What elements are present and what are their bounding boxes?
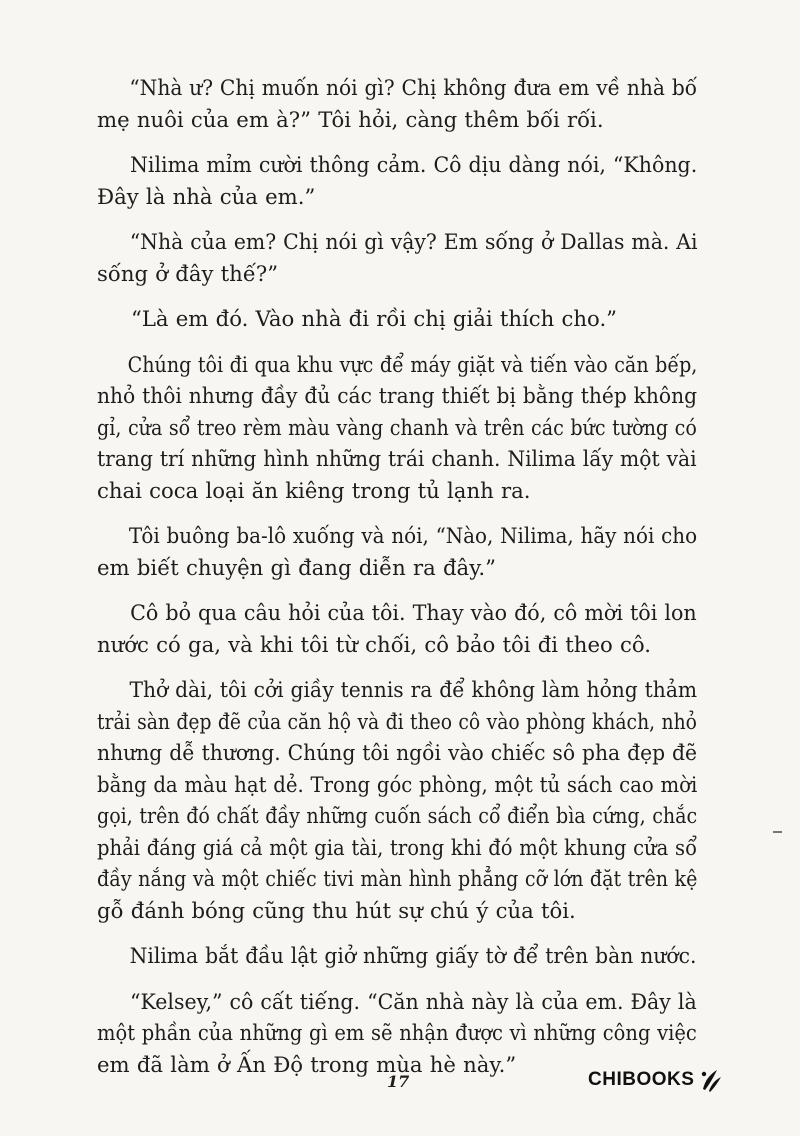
paragraph [97, 149, 697, 212]
publisher-logo [588, 1066, 723, 1094]
paragraph [97, 349, 697, 507]
text-line: Đây là nhà của em.” [97, 183, 316, 209]
text-line: Tôi buông ba-lô xuống và nói, “Nào, Nilima, hãy nói cho [128, 523, 698, 548]
body-text [97, 72, 697, 1094]
text-line: Nilima mỉm cười thông cảm. Cô dịu dàng nói, “Không. [129, 152, 698, 177]
text-line: em biết chuyện gì đang diễn ra đây.” [97, 554, 496, 580]
leaf-icon [697, 1067, 723, 1093]
text-line: Thở dài, tôi cởi giầy tennis ra để không làm hỏng thảm [129, 677, 698, 702]
text-line: nước có ga, và khi tôi từ chối, cô bảo tôi đi theo cô. [97, 631, 651, 657]
text-line: Cô bỏ qua câu hỏi của tôi. Thay vào đó, cô mời tôi lon [130, 600, 697, 625]
text-line: sống ở đây thế?” [97, 260, 279, 286]
margin-mark [773, 831, 782, 833]
paragraph [97, 72, 697, 135]
text-line: Nilima bắt đầu lật giở những giấy tờ để trên bàn nước. [129, 943, 697, 968]
paragraph [97, 674, 697, 926]
text-line: gọi, trên đó chất đầy những cuốn sách cổ điển bìa cứng, chắc [97, 803, 698, 828]
text-line: “Nhà ư? Chị muốn nói gì? Chị không đưa em về nhà bố [129, 75, 698, 100]
text-line: gỉ, cửa sổ treo rèm màu vàng chanh và trên các bức tường có [97, 414, 697, 440]
text-line: phải đáng giá cả một gia tài, trong khi đó một khung cửa sổ [97, 834, 698, 860]
text-line: “Là em đó. Vào nhà đi rồi chị giải thích cho.” [131, 306, 618, 331]
paragraph [97, 520, 697, 583]
text-line: chai coca loại ăn kiêng trong tủ lạnh ra. [97, 477, 531, 503]
text-line: nhưng dễ thương. Chúng tôi ngồi vào chiếc sô pha đẹp đẽ [97, 740, 698, 765]
publisher-name: CHIBOOKS [588, 1069, 695, 1090]
paragraph [97, 303, 697, 335]
text-line: đầy nắng và một chiếc tivi màn hình phẳng cỡ lớn đặt trên kệ [97, 866, 698, 891]
text-line: “Nhà của em? Chị nói gì vậy? Em sống ở Dallas mà. Ai [129, 229, 698, 254]
text-line: “Kelsey,” cô cất tiếng. “Căn nhà này là của em. Đây là [129, 988, 697, 1014]
text-line: trang trí những hình những trái chanh. Nilima lấy một vài [97, 446, 697, 471]
text-line: bằng da màu hạt dẻ. Trong góc phòng, một tủ sách cao mời [97, 771, 698, 797]
text-line: một phần của những gì em sẽ nhận được vì những công việc [97, 1020, 697, 1045]
text-line: trải sàn đẹp đẽ của căn hộ và đi theo cô vào phòng khách, nhỏ [97, 708, 697, 734]
paragraph [97, 597, 697, 660]
text-line: Chúng tôi đi qua khu vực để máy giặt và tiến vào căn bếp, [127, 351, 698, 377]
text-line: nhỏ thôi nhưng đầy đủ các trang thiết bị bằng thép không [97, 383, 698, 408]
text-line: mẹ nuôi của em à?” Tôi hỏi, càng thêm bối rối. [97, 106, 604, 132]
paragraph [97, 940, 697, 972]
text-line: em đã làm ở Ấn Độ trong mùa hè này.” [97, 1051, 517, 1077]
text-line: gỗ đánh bóng cũng thu hút sự chú ý của tôi. [97, 897, 576, 923]
paragraph [97, 226, 697, 289]
page-number: 17 [387, 1072, 410, 1091]
